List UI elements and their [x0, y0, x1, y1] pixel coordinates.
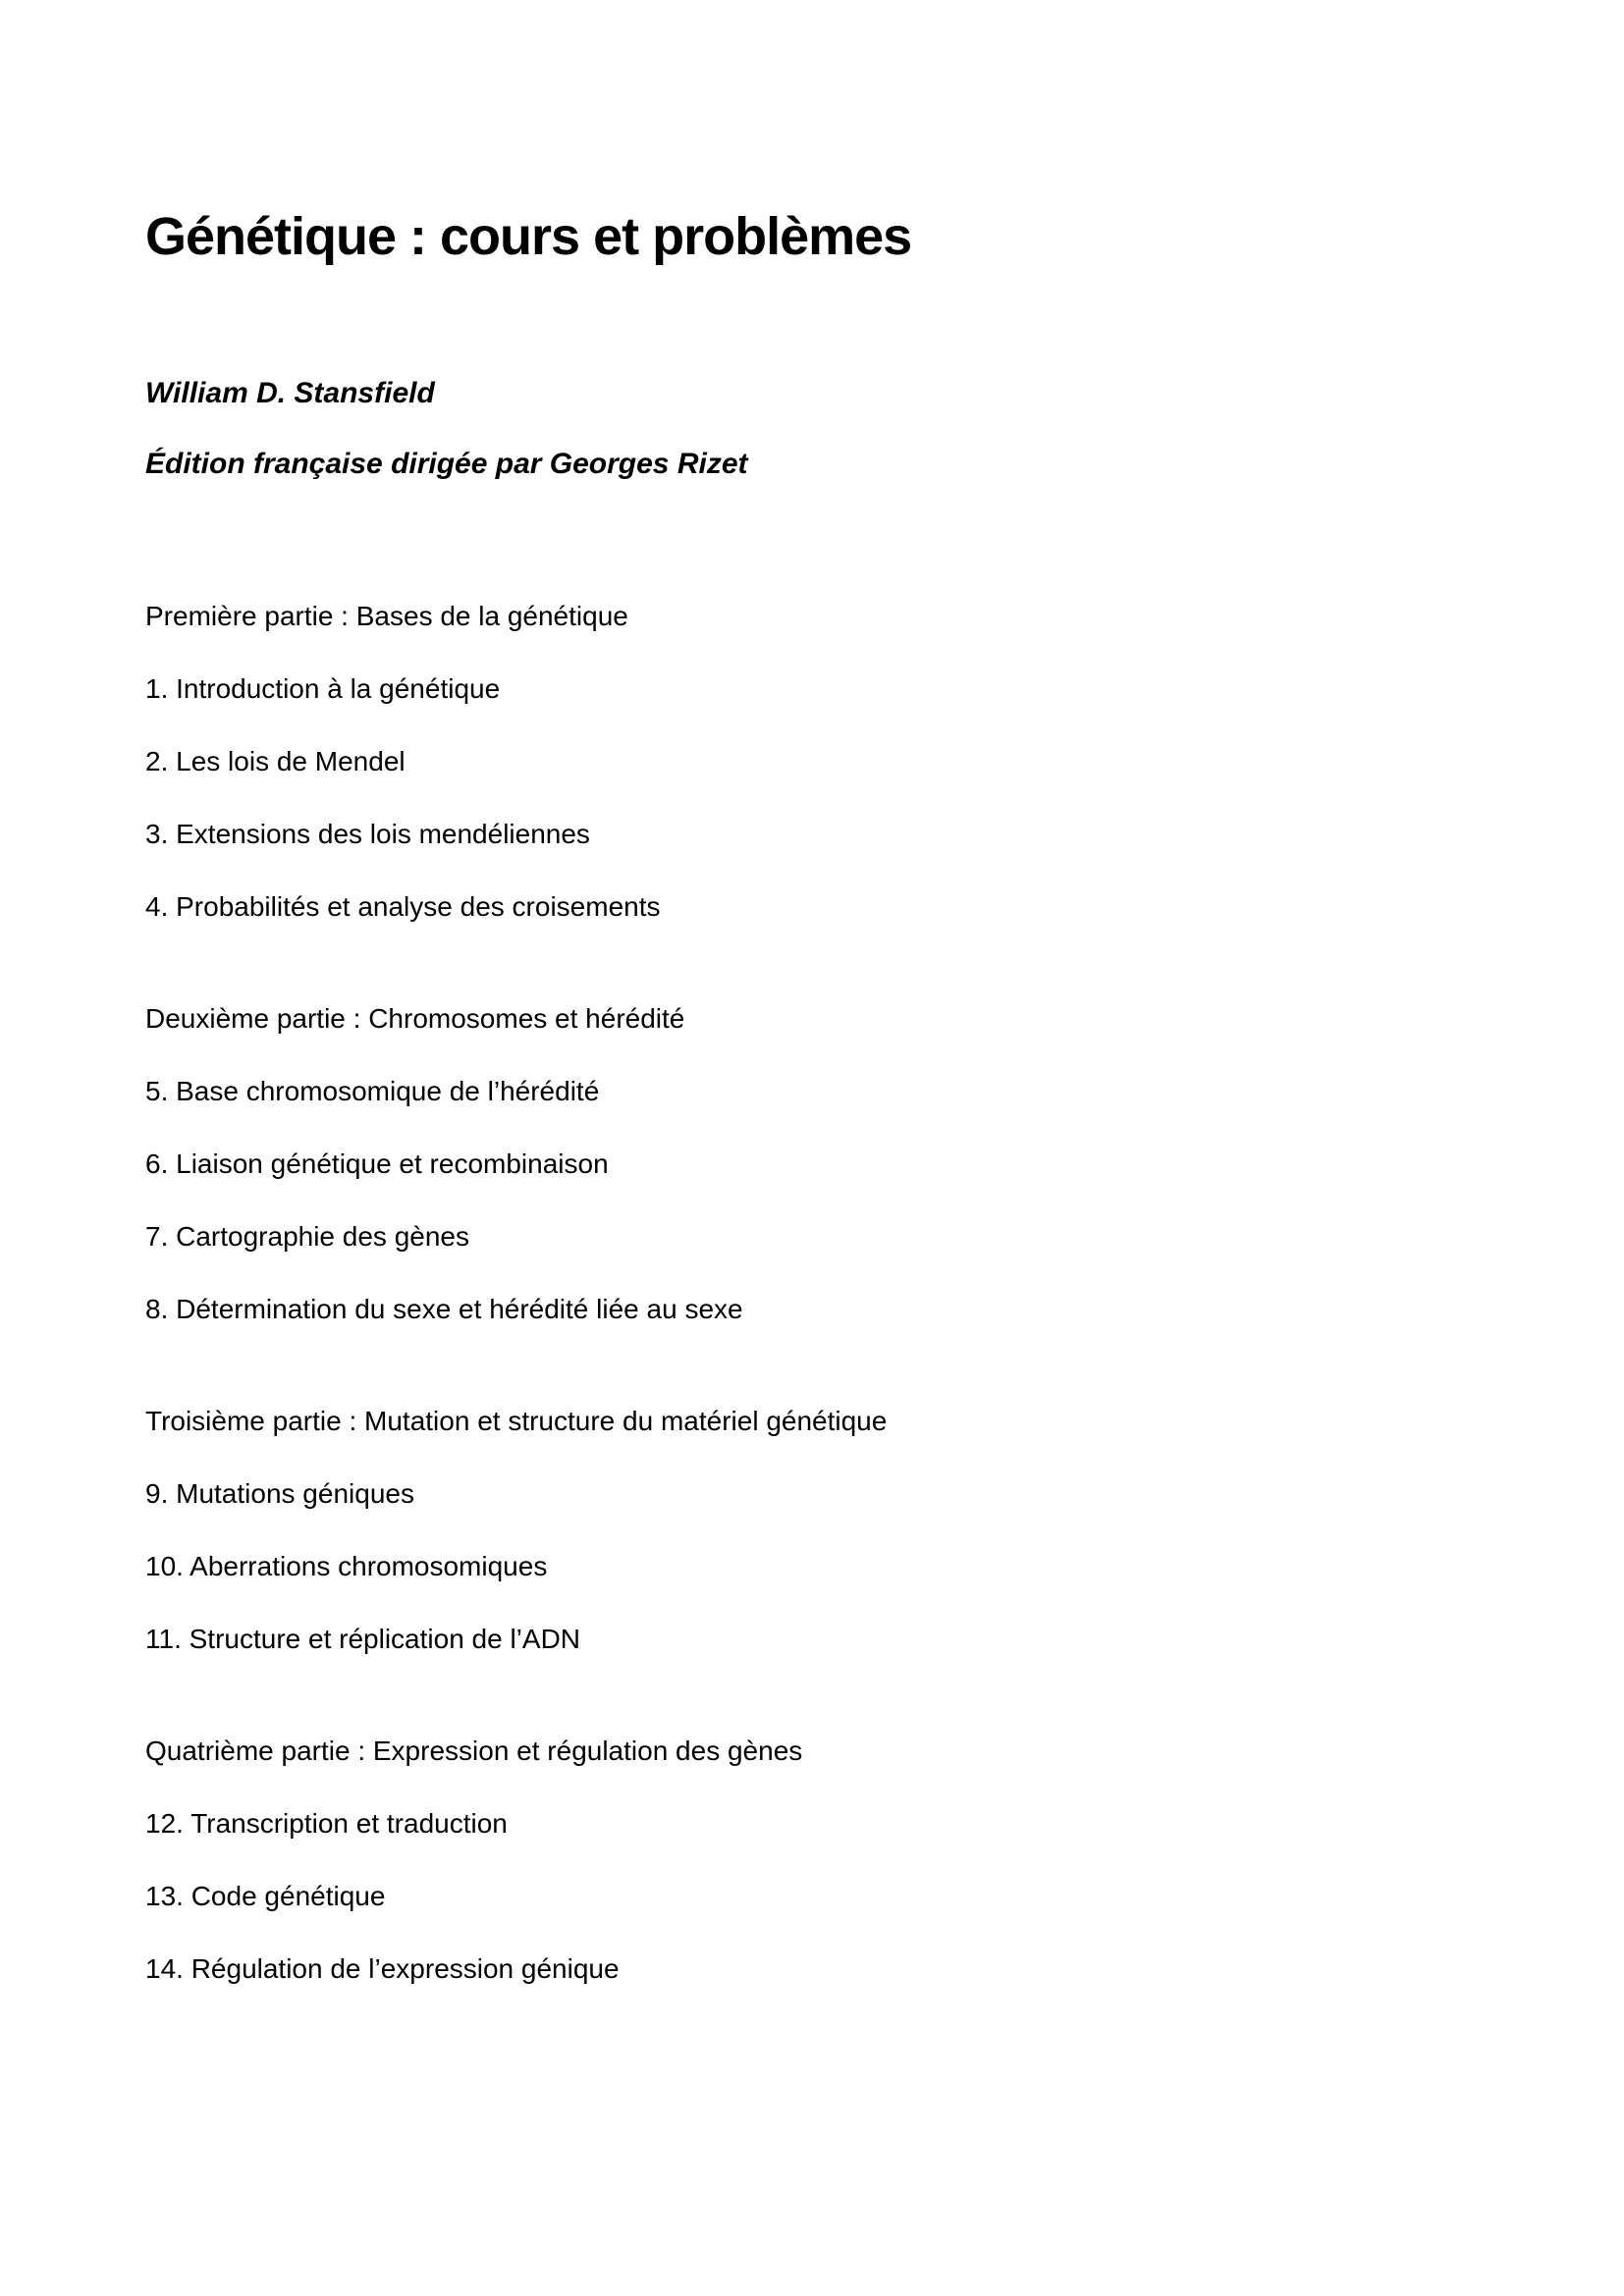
- toc-item: 12. Transcription et traduction: [145, 1808, 508, 1839]
- toc-section-part-4: [145, 1734, 1506, 1987]
- toc-item: 3. Extensions des lois mendéliennes: [145, 819, 590, 849]
- toc-item: 2. Les lois de Mendel: [145, 746, 406, 776]
- toc-item: 6. Liaison génétique et recombinaison: [145, 1148, 609, 1179]
- toc-section-heading: Deuxième partie : Chromosomes et hérédité: [145, 1003, 685, 1034]
- toc-item: 14. Régulation de l’expression génique: [145, 1953, 620, 1984]
- toc-item: 10. Aberrations chromosomiques: [145, 1551, 548, 1581]
- toc-section-part-2: [145, 1001, 1506, 1327]
- toc-section-part-1: [145, 599, 1506, 925]
- toc-item: 8. Détermination du sexe et hérédité liée au sexe: [145, 1294, 743, 1324]
- toc-item: 4. Probabilités et analyse des croisements: [145, 891, 661, 922]
- toc-item: 11. Structure et réplication de l’ADN: [145, 1624, 581, 1654]
- toc-section-heading: Quatrième partie : Expression et régulation des gènes: [145, 1735, 803, 1766]
- page-title: Génétique : cours et problèmes: [145, 207, 912, 266]
- toc-item: 7. Cartographie des gènes: [145, 1221, 469, 1252]
- toc-section-part-3: [145, 1404, 1506, 1657]
- toc-item: 9. Mutations géniques: [145, 1478, 414, 1509]
- toc-section-heading: Première partie : Bases de la génétique: [145, 601, 628, 631]
- edition-line: Édition française dirigée par Georges Rizet: [145, 448, 748, 480]
- toc-section-heading: Troisième partie : Mutation et structure du matériel génétique: [145, 1406, 888, 1436]
- toc-item: 1. Introduction à la génétique: [145, 673, 501, 704]
- toc-item: 5. Base chromosomique de l’hérédité: [145, 1076, 600, 1106]
- author-line: William D. Stansfield: [145, 377, 435, 409]
- table-of-contents: [145, 599, 1506, 1987]
- toc-item: 13. Code génétique: [145, 1881, 386, 1911]
